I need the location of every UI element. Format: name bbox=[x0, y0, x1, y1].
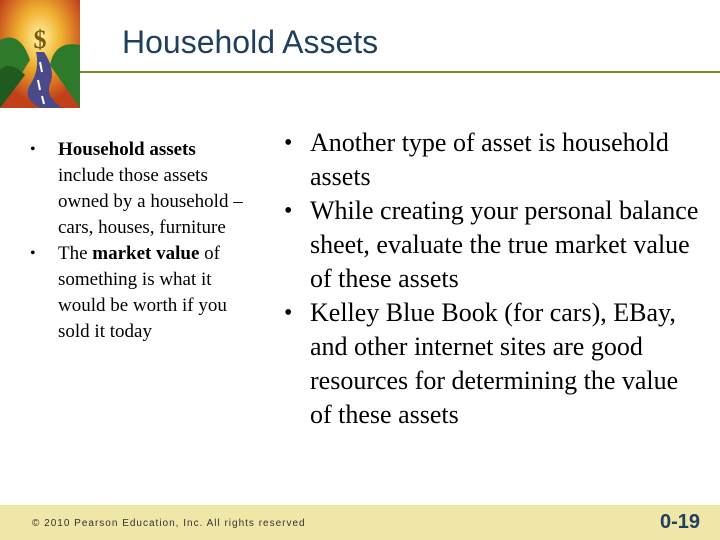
bullet-text: of something is what it would be worth if you sold it today bbox=[58, 243, 227, 342]
road-to-dollar-logo-icon bbox=[0, 0, 80, 108]
right-bullet bbox=[284, 126, 704, 194]
slide-title: Household Assets bbox=[122, 24, 379, 60]
bullet-pre-text: The bbox=[58, 243, 93, 264]
footer-bar bbox=[0, 505, 720, 540]
left-bullet-market-value bbox=[30, 241, 255, 345]
bullet-icon: • bbox=[30, 141, 36, 158]
left-column bbox=[30, 137, 255, 345]
title-divider bbox=[80, 71, 720, 73]
bullet-text: include those assets owned by a household – cars, houses, furniture bbox=[58, 165, 243, 238]
right-bullet bbox=[284, 296, 704, 432]
bullet-icon: • bbox=[284, 198, 293, 224]
right-column bbox=[284, 126, 704, 432]
right-bullet bbox=[284, 194, 704, 296]
page-number: 0-19 bbox=[659, 511, 700, 533]
copyright-text: © 2010 Pearson Education, Inc. All rights reserved bbox=[32, 518, 306, 529]
bold-term: market value bbox=[92, 243, 200, 264]
bullet-icon: • bbox=[30, 245, 36, 262]
bullet-text: Kelley Blue Book (for cars), EBay, and other internet sites are good resources for determining the value of these assets bbox=[310, 298, 679, 429]
bold-term: Household assets bbox=[58, 139, 196, 160]
bullet-icon: • bbox=[284, 300, 293, 326]
left-bullet-household-assets bbox=[30, 137, 255, 241]
bullet-text: Another type of asset is household assets bbox=[310, 128, 669, 191]
bullet-icon: • bbox=[284, 130, 293, 156]
bullet-text: While creating your personal balance sheet, evaluate the true market value of these assets bbox=[310, 196, 699, 293]
dollar-sign-glyph: $ bbox=[33, 25, 47, 54]
